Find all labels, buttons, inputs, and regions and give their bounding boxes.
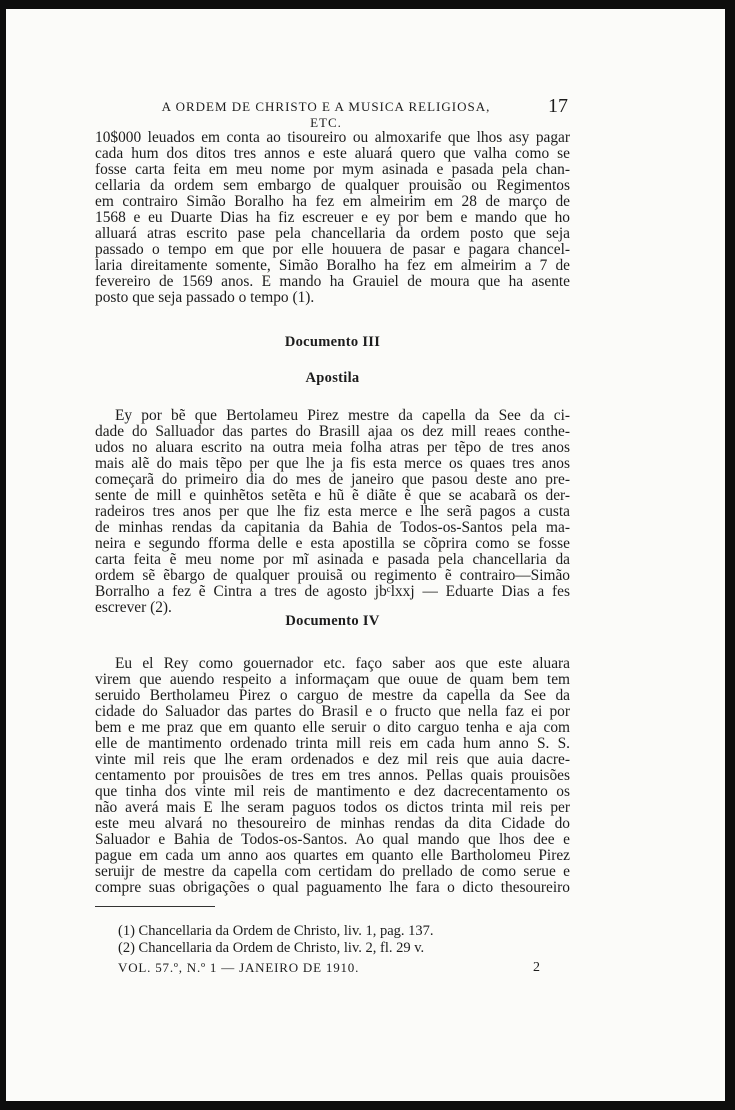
text-line: seruĳr de mestre da capella com certidam do prellado de como serue e (95, 863, 570, 880)
text-line: alluará atras escrito pase pela chancellaria da ordem posto que seja (95, 225, 570, 242)
text-line: dade do Salluador das partes do Brasill ajaa os dez mill reaes conthe- (95, 423, 570, 440)
text-line: neira e segundo fforma delle e esta apostilla se cõprira como se fosse (95, 535, 570, 552)
scan-border-top (0, 0, 735, 9)
signature-mark: 2 (533, 960, 540, 975)
text-line: de minhas rendas da capitania da Bahia de Todos-os-Santos pela ma- (95, 519, 570, 536)
text-line: passado o tempo em que por elle houuera de pasar e pagara chancel- (95, 241, 570, 258)
footnotes (118, 923, 578, 957)
text-line: 10$000 leuados em conta ao tisoureiro ou almoxarife que lhos asy pagar (95, 129, 570, 146)
text-line: cidade do Saluador das partes do Brasil e o fructo que nella faz ei por (95, 703, 570, 720)
document-iv-text (95, 656, 570, 896)
text-line: vinte mil reis que lhe eram ordenados e dez mil reis que auia dacre- (95, 751, 570, 768)
text-line: Saluador e Bahia de Todos-os-Santos. Ao qual mando que lhos dee e (95, 831, 570, 848)
text-line: não averá mais E lhe seram paguos todos os dictos trinta mil reis per (95, 799, 570, 816)
page-number: 17 (548, 95, 568, 117)
text-line: fevereiro de 1569 anos. E mando ha Grauiel de moura que ha asente (95, 273, 570, 290)
footnote-rule (95, 906, 215, 907)
text-line: centamento por prouisões de tres em tres annos. Pellas quais prouisões (95, 767, 570, 784)
text-line: que tinha dos vinte mil reis de mantimento e dez dacrecentamento os (95, 783, 570, 800)
footnote-2: (2) Chancellaria da Ordem de Christo, liv. 2, fl. 29 v. (118, 940, 425, 956)
text-line: pague em cada um anno aos quartes em quanto elle Bartholomeu Pirez (95, 847, 570, 864)
text-line: em contrairo Simão Boralho ha fez em almeirim em 28 de março de (95, 193, 570, 210)
text-line: cellaria da ordem sem embargo de qualquer prouisão ou Regimentos (95, 177, 570, 194)
text-line: elle de mantimento ordenado trinta mill reis em cada hum anno S. S. (95, 735, 570, 752)
document-iii-text (95, 408, 570, 616)
text-line: cada hum dos ditos tres annos e este aluará quero que valha como se (95, 145, 570, 162)
volume-issue-line: VOL. 57.º, N.º 1 — JANEIRO DE 1910. (118, 960, 360, 975)
text-line: fosse carta feita em meu nome por mym asinada e pasada pela chan- (95, 161, 570, 178)
text-line: virem que auendo respeito a informaçam que ouue de quam bem tem (95, 671, 570, 688)
text-line: posto que seja passado o tempo (1). (95, 289, 315, 306)
text-line: Borralho a fez ẽ Cintra a tres de agosto jbᶜlxxj — Eduarte Dias a fes (95, 583, 570, 600)
apostila-heading: Apostila (305, 370, 360, 386)
document-iii-heading: Documento III (284, 334, 381, 350)
text-line: compre suas obrigações o qual paguamento lhe fara o dicto thesoureiro (95, 879, 570, 896)
text-line: udos no aluara escrito na outra meia folha atras per tẽpo de tres anos (95, 439, 570, 456)
text-line: este meu alvará no thesoureiro de minhas rendas da dita Cidade do (95, 815, 570, 832)
document-iv-heading: Documento IV (285, 613, 380, 629)
text-line: laria direitamente somente, Simão Boralho ha fez em almeirim a 7 de (95, 257, 570, 274)
text-line: Eu el Rey como gouernador etc. faço saber aos que este aluara (115, 655, 570, 672)
continuation-paragraph (95, 130, 570, 306)
text-line: Ey por bẽ que Bertolameu Pirez mestre da capella da See da ci- (115, 407, 570, 424)
text-line: começarã do primeiro dia do mes de janeiro que pasou deste ano pre- (95, 471, 570, 488)
text-line: mais alẽ do mais tẽpo per que lhe ja fis esta merce os quaes tres anos (95, 455, 570, 472)
footnote-1: (1) Chancellaria da Ordem de Christo, liv. 1, pag. 137. (118, 923, 434, 939)
running-title: A ORDEM DE CHRISTO E A MUSICA RELIGIOSA, ETC. (161, 99, 491, 130)
text-line: bem e me praz que em quanto elle seruir o dito carguo tenha e aja com (95, 719, 570, 736)
scan-border-bottom (0, 1101, 735, 1110)
text-line: radeiros tres anos per que lhe fiz esta merce e lhe serã pagos a custa (95, 503, 570, 520)
scan-border-right (725, 0, 735, 1110)
text-line: ordem sẽ ẽbargo de qualquer prouisã ou regimento ẽ contrairo—Simão (95, 567, 570, 584)
text-line: sente de mill e quinhẽtos setẽta e hũ ẽ diãte ẽ que se acabarã os der- (95, 487, 570, 504)
text-line: seruido Bertholameu Pirez o carguo de mestre da capella da See da (95, 687, 570, 704)
text-line: carta feita ẽ meu nome por mĩ asinada e pasada pela chancellaria da (95, 551, 570, 568)
text-line: 1568 e eu Duarte Dias ha fiz escreuer e ey por bem e mando que ho (95, 209, 570, 226)
text-line: escrever (2). (95, 599, 172, 616)
